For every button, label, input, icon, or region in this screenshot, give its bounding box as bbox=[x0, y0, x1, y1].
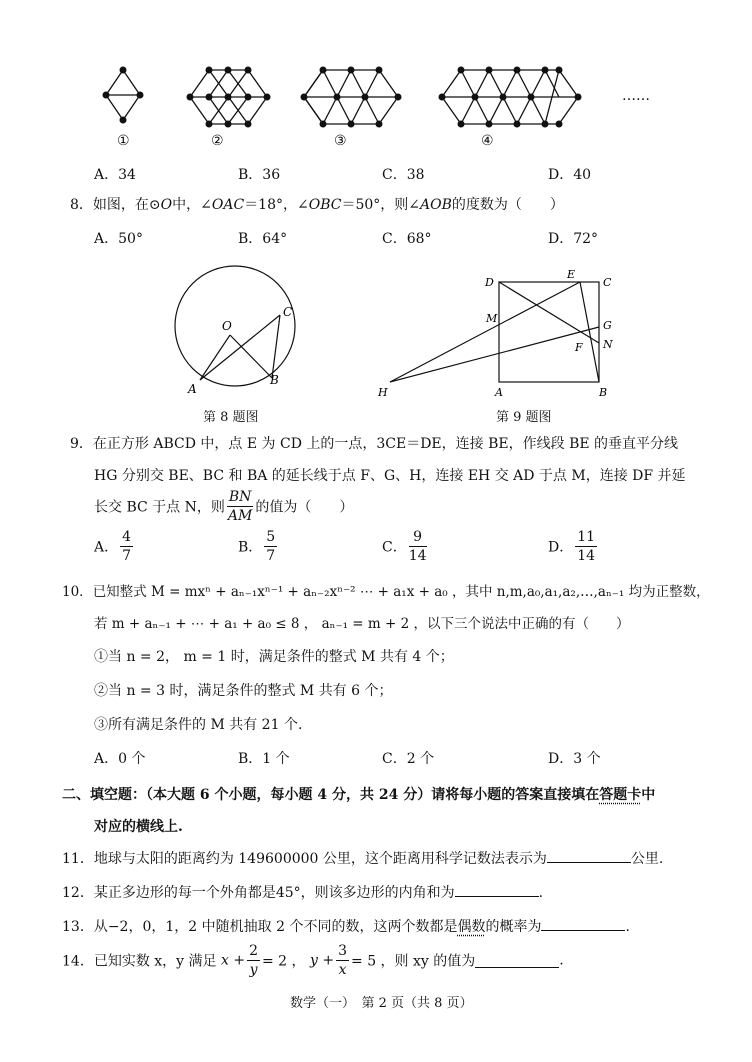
q9-option-a: A． $\frac{4}{7}$ bbox=[94, 529, 132, 564]
q9-option-c: C． $\frac{9}{14}$ bbox=[382, 529, 427, 564]
q13: 13．从−2，0，1，2 中随机抽取 2 个不同的数，这两个数都是偶数的概率为 . bbox=[62, 916, 630, 936]
q10-statement-3: ③所有满足条件的 M 共有 21 个. bbox=[94, 717, 303, 733]
q9-point-d: D bbox=[485, 276, 494, 289]
q8-option-c: C．68° bbox=[382, 231, 432, 247]
q10-option-a: A．0 个 bbox=[94, 751, 146, 767]
section2-heading: 二、填空题：（本大题 6 个小题，每小题 4 分，共 24 分）请将每小题的答案直接填在答题卡中 bbox=[62, 787, 656, 803]
q11: 11．地球与太阳的距离约为 149600000 公里，这个距离用科学记数法表示为 公里. bbox=[62, 848, 663, 868]
q8-point-b: B bbox=[270, 373, 279, 387]
q9-point-c: C bbox=[603, 276, 612, 289]
q7-fig-label-4: ④ bbox=[481, 133, 494, 149]
q7-fig-label-3: ③ bbox=[334, 133, 347, 149]
q9-line-2: HG 分别交 BE、BC 和 BA 的延长线于点 F、G、H，连接 EH 交 AD 于点 M，连接 DF 并延 bbox=[94, 468, 686, 484]
q10-line-1: 10．已知整式 M = mxⁿ + aₙ₋₁xⁿ⁻¹ + aₙ₋₂xⁿ⁻² ⋯ + a₁x + a₀ ，其中 n,m,a₀,a₁,a₂,…,aₙ₋₁ 均为正整数， bbox=[62, 584, 710, 600]
q7-pattern-figures bbox=[0, 0, 752, 160]
q9-point-b: B bbox=[599, 386, 608, 399]
q11-answer-blank[interactable] bbox=[547, 848, 631, 863]
q14: 14．已知实数 x，y 满足 x + $\frac{2}{y}$ = 2 ， y + $\frac{3}{x}$ = 5 ，则 xy 的值为 . bbox=[62, 943, 564, 978]
q8-point-a: A bbox=[188, 382, 197, 396]
q10-statement-2: ②当 n = 3 时，满足条件的整式 M 共有 6 个； bbox=[94, 683, 393, 699]
q7-option-a: A．34 bbox=[94, 167, 136, 183]
q7-fig-label-2: ② bbox=[211, 133, 224, 149]
q10-option-d: D．3 个 bbox=[548, 751, 601, 767]
q9-line-1: 9．在正方形 ABCD 中，点 E 为 CD 上的一点，3CE＝DE，连接 BE，作线段 BE 的垂直平分线 bbox=[70, 436, 679, 452]
q7-option-c: C．38 bbox=[382, 167, 425, 183]
q14-answer-blank[interactable] bbox=[475, 953, 559, 968]
q8-point-c: C bbox=[283, 305, 293, 319]
q7-fig-label-1: ① bbox=[117, 133, 130, 149]
section2-heading-line-2: 对应的横线上. bbox=[94, 819, 183, 835]
q9-figure-caption: 第 9 题图 bbox=[496, 410, 552, 425]
q9-point-f: F bbox=[575, 341, 583, 354]
q9-option-d: D． $\frac{11}{14}$ bbox=[548, 529, 596, 564]
q9-line-3: 长交 BC 于点 N，则 $\frac{BN}{AM}$ 的值为（ ） bbox=[94, 489, 354, 524]
q10-line-2: 若 m + aₙ₋₁ + ⋯ + a₁ + a₀ ≤ 8 ， aₙ₋₁ = m + 2 ，以下三个说法中正确的有（ ） bbox=[94, 616, 630, 632]
q10-option-b: B．1 个 bbox=[238, 751, 290, 767]
q12-answer-blank[interactable] bbox=[455, 882, 539, 897]
q9-point-h: H bbox=[378, 386, 388, 399]
q7-ellipsis: …… bbox=[622, 88, 650, 104]
q7-option-d: D．40 bbox=[548, 167, 592, 183]
q9-square-figure bbox=[370, 265, 620, 400]
q10-statement-1: ①当 n = 2， m = 1 时，满足条件的整式 M 共有 4 个； bbox=[94, 649, 454, 665]
q8-figure-caption: 第 8 题图 bbox=[203, 410, 259, 425]
q8-question: 8．如图，在⊙O中，∠OAC＝18°，∠OBC＝50°，则∠AOB的度数为（ ） bbox=[70, 197, 564, 213]
q8-option-b: B．64° bbox=[238, 231, 288, 247]
q8-point-o: O bbox=[222, 319, 232, 333]
q9-point-n: N bbox=[603, 338, 613, 351]
q7-option-b: B．36 bbox=[238, 167, 281, 183]
q8-circle-figure bbox=[160, 260, 310, 400]
q10-option-c: C．2 个 bbox=[382, 751, 435, 767]
q9-point-e: E bbox=[567, 268, 576, 281]
q9-option-b: B． $\frac{5}{7}$ bbox=[238, 529, 276, 564]
q9-point-g: G bbox=[603, 319, 612, 332]
q9-point-m: M bbox=[486, 312, 498, 325]
q8-option-d: D．72° bbox=[548, 231, 599, 247]
page-footer: 数学（一） 第 2 页（共 8 页） bbox=[290, 996, 473, 1011]
q9-point-a: A bbox=[495, 386, 503, 399]
q13-answer-blank[interactable] bbox=[541, 916, 625, 931]
q8-option-a: A．50° bbox=[94, 231, 143, 247]
q12: 12．某正多边形的每一个外角都是45°，则该多边形的内角和为 . bbox=[62, 882, 543, 902]
